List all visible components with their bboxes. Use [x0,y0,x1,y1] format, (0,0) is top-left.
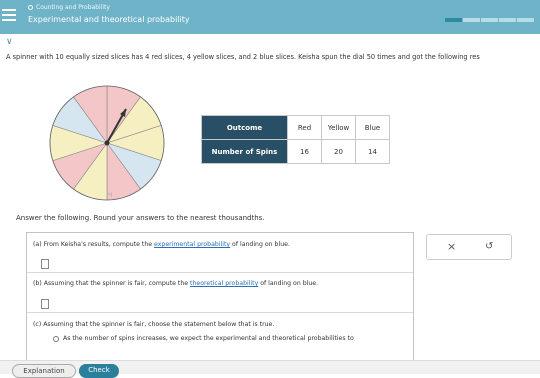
undo-icon[interactable]: ↺ [485,241,494,252]
question-text: (b) Assuming that the spinner is fair, compute the [33,280,191,287]
page-title: Experimental and theoretical probability [28,15,190,24]
circle-icon [28,5,33,10]
topic-text: Counting and Probability [36,4,110,11]
table-cell: Yellow [322,116,356,140]
clear-icon[interactable]: × [447,240,457,253]
figure-label: Ч [108,192,113,199]
spinner-figure [48,84,166,202]
question-b [27,273,413,313]
answer-a-input[interactable] [41,259,49,269]
question-text: of landing on blue. [258,280,319,287]
option-1-text: As the number of spins increases, we expect the experimental and theoretical probabilities to [63,335,354,342]
answer-tools [426,234,512,260]
chevron-down-icon[interactable]: ∨ [6,37,13,47]
topic-label [28,4,110,11]
answer-b-input[interactable] [41,299,49,309]
table-row [202,140,390,164]
check-button[interactable]: Check [79,364,119,378]
progress-segment [481,18,498,22]
progress-segment [445,18,462,22]
progress-segment [463,18,480,22]
progress-segment [517,18,534,22]
top-bar [0,0,540,34]
question-text: of landing on blue. [230,241,290,248]
question-box [26,232,414,374]
question-a [27,233,413,273]
option-1-radio[interactable] [53,336,59,342]
table-row [202,116,390,140]
outcome-table [201,115,390,164]
problem-text: A spinner with 10 equally sized slices has 4 red slices, 4 yellow slices, and 2 blue slices. Keisha spun the dial 50 times and got the following res [6,53,480,61]
explanation-button[interactable]: Explanation [12,364,76,378]
experimental-probability-link[interactable]: experimental probability [154,241,231,248]
question-c-text: (c) Assuming that the spinner is fair, choose the statement below that is true. [33,321,275,328]
menu-icon[interactable] [2,9,16,21]
table-cell: 14 [356,140,390,164]
table-cell: Blue [356,116,390,140]
question-b-text [33,280,318,287]
progress-bar [445,18,534,22]
progress-segment [499,18,516,22]
table-header-spins: Number of Spins [202,140,288,164]
table-cell: 16 [288,140,322,164]
instructions: Answer the following. Round your answers to the nearest thousandths. [16,214,265,222]
table-cell: Red [288,116,322,140]
theoretical-probability-link[interactable]: theoretical probability [190,280,259,287]
question-a-text [33,241,290,248]
table-cell: 20 [322,140,356,164]
table-header-outcome: Outcome [202,116,288,140]
question-text: (a) From Keisha's results, compute the [33,241,155,248]
